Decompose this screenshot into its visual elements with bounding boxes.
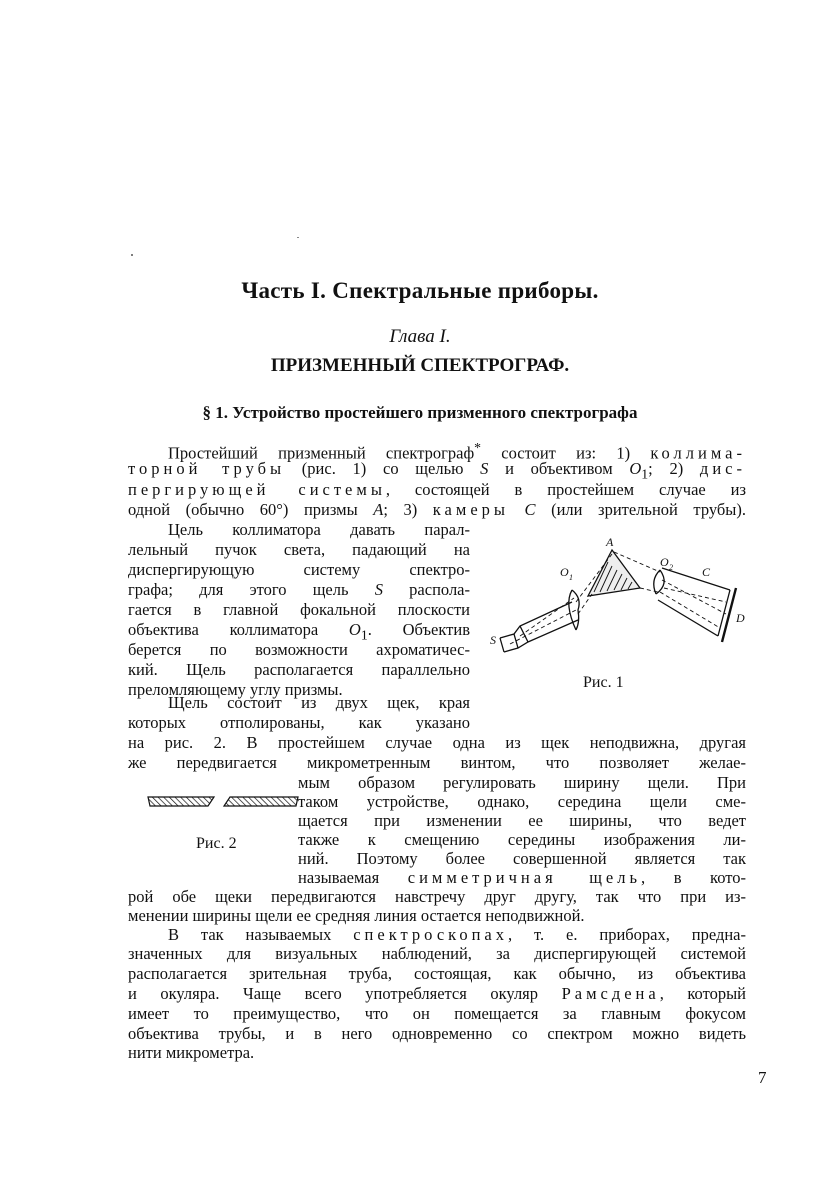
- label-o2: O: [660, 555, 669, 569]
- label-o2-sub: 2: [669, 563, 673, 572]
- p3-line-7: щается при изменении ее ширины, что ведет: [298, 811, 746, 830]
- p3-line-5: мым образом регулировать ширину щели. При: [298, 773, 746, 792]
- p4-line-6: объектива трубы, и в него одновременно со спектром можно видеть: [128, 1024, 746, 1043]
- chapter-title: ПРИЗМЕННЫЙ СПЕКТРОГРАФ.: [270, 355, 570, 376]
- chapter-label: Глава I.: [389, 326, 451, 347]
- figure-2-caption: Рис. 2: [196, 835, 237, 852]
- label-d: D: [736, 611, 745, 625]
- p4-line-1: В так называемых спектроскопах, т. е. приборах, предна-: [168, 925, 746, 944]
- p2-line-7: берется по возможности ахроматичес-: [128, 640, 470, 659]
- p1-line-2: торной трубы (рис. 1) со щелью S и объективом $O_1$; 2) дис-: [128, 459, 746, 482]
- p4-line-3: располагается зрительная труба, состоящая, как обычно, из объектива: [128, 964, 746, 983]
- label-o1: O: [560, 565, 569, 579]
- p3-line-3: на рис. 2. В простейшем случае одна из щек неподвижна, другая: [128, 733, 746, 752]
- part-title: Часть I. Спектральные приборы.: [241, 278, 599, 303]
- p1-line-4: одной (обычно 60°) призмы A; 3) камеры C (или зрительной трубы).: [128, 500, 746, 519]
- p4-line-5: имеет то преимущество, что он помещается за главным фокусом: [128, 1004, 746, 1023]
- figure-1-caption: Рис. 1: [583, 674, 624, 691]
- p2-line-9: преломляющему углу призмы.: [128, 680, 343, 699]
- slit-end: [500, 638, 504, 652]
- label-c: C: [702, 565, 711, 579]
- camera-tube-lower: [658, 600, 718, 636]
- p2-line-2: лельный пучок света, падающий на: [128, 540, 470, 559]
- p2-line-6: объектива коллиматора $O_1$. Объектив: [128, 620, 470, 643]
- speck: [131, 254, 133, 256]
- section-title: § 1. Устройство простейшего призменного спектрографа: [202, 403, 638, 422]
- p3-line-11: рой обе щеки передвигаются навстречу друг другу, так что при из-: [128, 887, 746, 906]
- p3-line-6: таком устройстве, однако, середина щели сме-: [298, 792, 746, 811]
- p3-line-2: которых отполированы, как указано: [128, 713, 470, 732]
- figure-1-spectrograph: [480, 532, 750, 672]
- p2-line-3: диспергирующую систему спектро-: [128, 560, 470, 579]
- label-o1-sub: 1: [569, 573, 573, 582]
- p2-line-8: кий. Щель располагается параллельно: [128, 660, 470, 679]
- p1-line-1: Простейший призменный спектрограф* состоит из: 1) коллима-: [168, 440, 746, 463]
- p3-line-1: Щель состоит из двух щек, края: [168, 693, 470, 712]
- page-number: 7: [758, 1068, 767, 1087]
- slit-jaw-left: [148, 797, 214, 806]
- slit-jaw-right: [224, 797, 298, 806]
- p3-line-4: же передвигается микрометренным винтом, что позволяет желае-: [128, 753, 746, 772]
- p3-line-12: менении ширины щели ее средняя линия остается неподвижной.: [128, 906, 585, 925]
- label-a: A: [606, 535, 614, 549]
- p2-line-4: графа; для этого щель S распола-: [128, 580, 470, 599]
- p1-line-3: пергирующей системы, состоящей в простейшем случае из: [128, 480, 746, 499]
- p4-line-2: значенных для визуальных наблюдений, за диспергирующей системой: [128, 944, 746, 963]
- p2-line-1: Цель коллиматора давать парал-: [168, 520, 470, 539]
- p4-line-7: нити микрометра.: [128, 1043, 255, 1062]
- label-s: S: [490, 633, 496, 647]
- p3-line-10: называемая симметричная щель, в кото-: [298, 868, 746, 887]
- p2-line-5: гается в главной фокальной плоскости: [128, 600, 470, 619]
- p3-line-8: также к смещению середины изображения ли-: [298, 830, 746, 849]
- lens-o2: [654, 570, 660, 594]
- p3-line-9: ний. Поэтому более совершенной является так: [298, 849, 746, 868]
- figure-2-slit-jaws: [142, 793, 302, 811]
- speck: [297, 237, 299, 238]
- p4-line-4: и окуляра. Чаще всего употребляется окуляр Рамсдена, который: [128, 984, 746, 1003]
